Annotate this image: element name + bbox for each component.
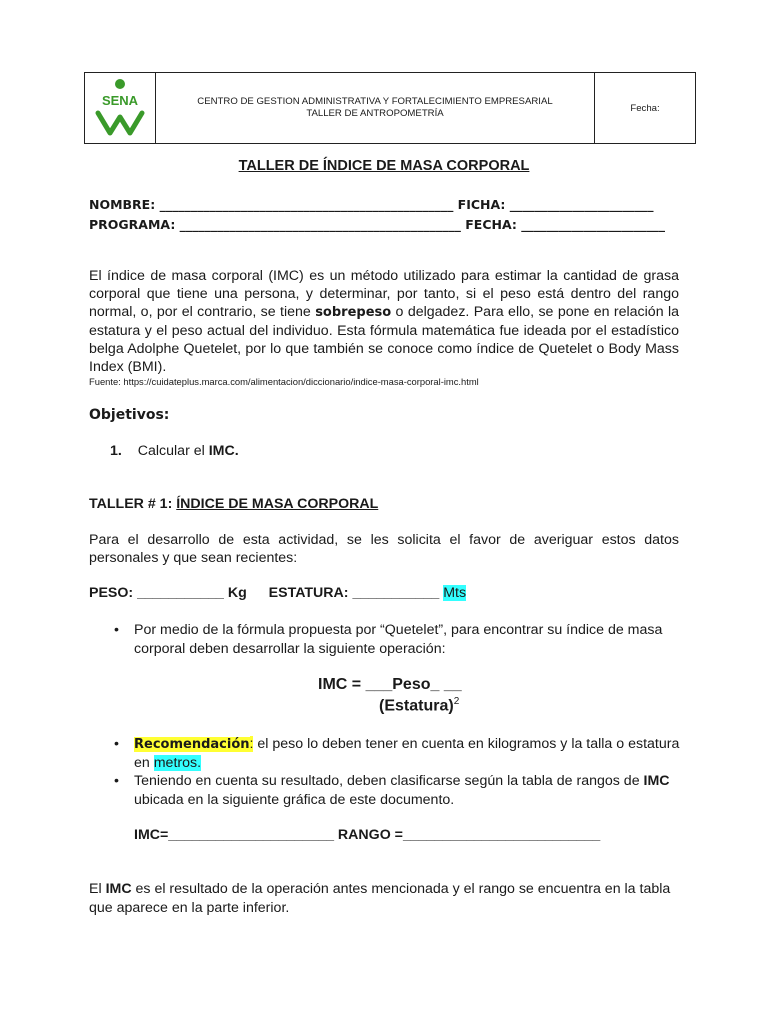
recomendacion-label: Recomendación — [134, 737, 250, 752]
formula-line2 — [379, 696, 459, 715]
bullet-1-dot: • — [114, 622, 119, 638]
formula-exponent: 2 — [453, 696, 460, 707]
bullet-2-text: Recomendación: el peso lo deben tener en cuenta en kilogramos y la talla o estatura en metros. — [134, 736, 680, 771]
objectives-heading: Objetivos: — [89, 407, 170, 423]
bullet-3-part2: ubicada en la siguiente gráfica de este documento. — [134, 792, 455, 808]
bullet-2-dot: • — [114, 736, 119, 752]
svg-text:SENA: SENA — [101, 93, 139, 108]
nombre-ficha-row: NOMBRE: _______________________________________________ FICHA: _______________________ — [89, 197, 654, 212]
header-center — [156, 73, 595, 143]
metros-highlight: metros. — [153, 755, 202, 771]
sena-logo — [85, 73, 156, 143]
measures-row — [89, 585, 466, 601]
taller-instructions: Para el desarrollo de esta actividad, se les solicita el favor de averiguar estos datos personales y que sean recientes: — [89, 532, 679, 566]
final-bold: IMC — [105, 881, 132, 897]
page-title: TALLER DE ÍNDICE DE MASA CORPORAL — [238, 158, 530, 174]
objective-text: Calcular el — [137, 443, 209, 459]
header-center-line2: TALLER DE ANTROPOMETRÍA — [306, 108, 444, 119]
objective-item — [110, 443, 239, 459]
final-text-1: El — [89, 881, 106, 897]
bullet-3-text — [134, 772, 684, 810]
peso-field: PESO: ___________ Kg — [89, 585, 247, 601]
formula-denominator: (Estatura) — [379, 697, 454, 715]
taller-heading — [89, 496, 378, 512]
bullet-1-text: Por medio de la fórmula propuesta por “Quetelet”, para encontrar su índice de masa corporal deben desarrollar la siguiente operación: — [134, 622, 663, 657]
recomendacion-text: el peso lo deben tener en cuenta en kilogramos y la talla o estatura en — [134, 736, 680, 771]
programa-fecha-row: PROGRAMA: _____________________________________________ FECHA: _______________________ — [89, 217, 665, 232]
bullet-3-part1: Teniendo en cuenta su resultado, deben clasificarse según la tabla de rangos de — [134, 773, 644, 789]
objective-bold: IMC. — [208, 443, 239, 459]
intro-paragraph — [89, 267, 679, 376]
formula-line1: IMC = ___Peso_ __ — [318, 676, 462, 693]
header-table — [84, 72, 696, 144]
bullet-3-dot: • — [114, 773, 119, 789]
header-center-line1: CENTRO DE GESTION ADMINISTRATIVA Y FORTALECIMIENTO EMPRESARIAL — [197, 96, 553, 107]
intro-bold: sobrepeso — [315, 305, 392, 320]
header-date — [595, 73, 695, 143]
sena-logo-icon — [92, 77, 148, 139]
final-paragraph — [89, 880, 679, 918]
imc-rango-line: IMC=_____________________ RANGO =_________________________ — [134, 827, 601, 843]
fecha-label: Fecha: — [630, 102, 660, 114]
source-citation: Fuente: https://cuidateplus.marca.com/alimentacion/diccionario/indice-masa-corporal-imc.html — [89, 376, 479, 387]
estatura-field: ESTATURA: ___________ — [268, 585, 440, 601]
final-text-2: es el resultado de la operación antes mencionada y el rango se encuentra en la tabla que aparece en la parte inferior. — [89, 881, 671, 916]
objective-number: 1. — [110, 443, 122, 459]
intro-text-2: o delgadez. Para ello, se pone en relación la estatura y el peso actual del individuo. Esta fórmula matemática fue ideada por el estadístico belga Adolphe Quetelet, por lo que también se conoce como índice de Quetelet o Body Mass Index (BMI). — [89, 304, 679, 375]
intro-text-1: El índice de masa corporal (IMC) es un método utilizado para estimar la cantidad de grasa corporal que tiene una persona, y determinar, por tanto, si el peso está dentro del rango normal, o, por el contrario, se tiene — [89, 268, 679, 320]
taller-prefix: TALLER # 1: — [89, 496, 177, 512]
bullet-3-bold: IMC — [643, 773, 670, 789]
taller-title: ÍNDICE DE MASA CORPORAL — [176, 496, 379, 512]
mts-unit: Mts — [443, 585, 467, 601]
